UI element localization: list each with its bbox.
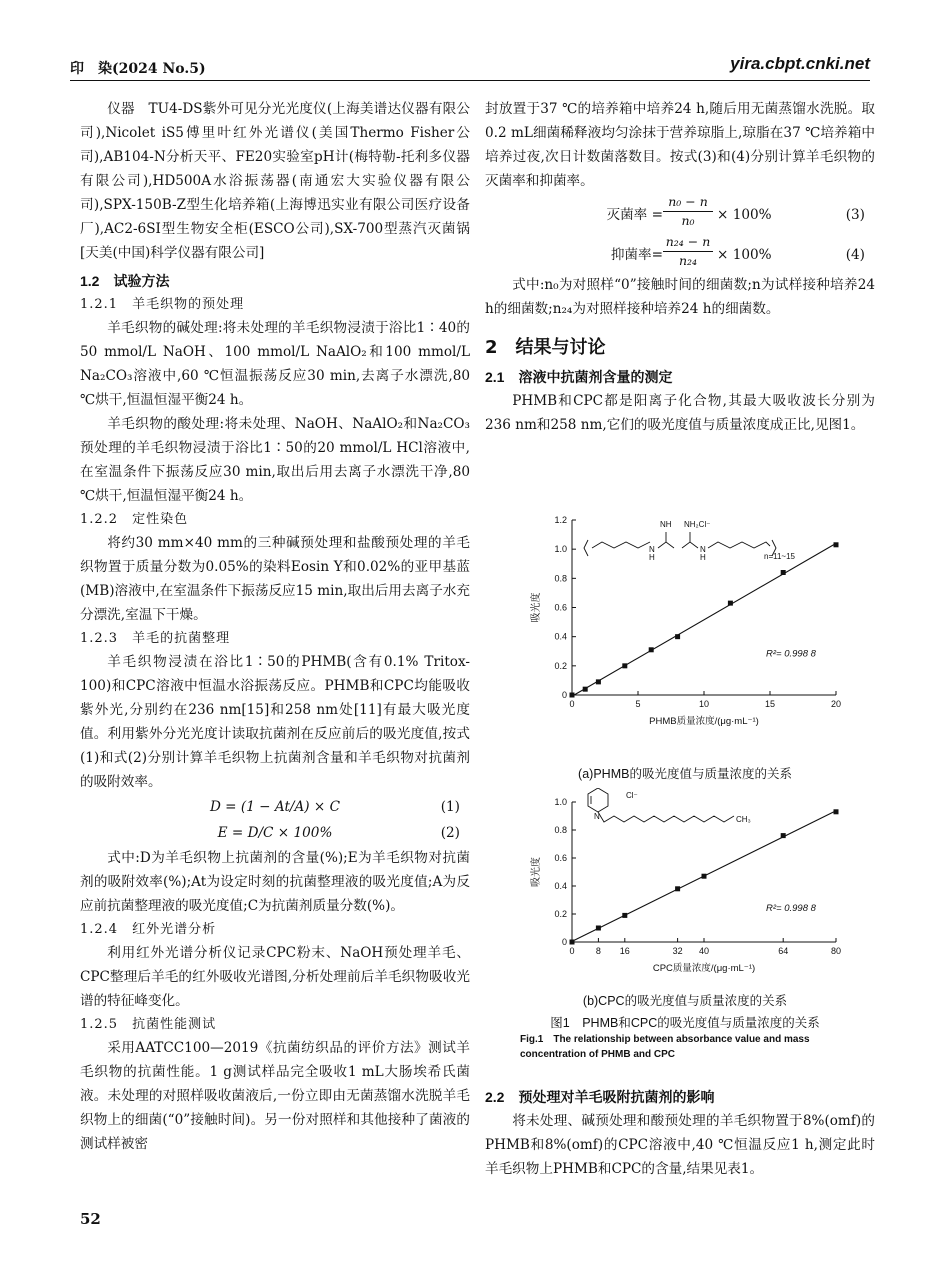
- figure-1a-y-tick-label: 0: [561, 690, 567, 700]
- section-2-1-heading: 2.1 溶液中抗菌剂含量的测定: [485, 369, 673, 385]
- section-1-2-4-heading: 1.2.4 红外光谱分析: [80, 922, 217, 937]
- figure-1a-data-point: [583, 687, 588, 692]
- equation-3-fraction: [663, 193, 713, 230]
- figure-1b-data-point: [570, 940, 575, 945]
- bracket-shape: [584, 540, 776, 556]
- chain-left: [592, 542, 650, 548]
- equation-2-number: (2): [440, 825, 460, 841]
- equation-4-lhs: 抑菌率=: [610, 247, 663, 263]
- figure-1a-x-tick-label: 0: [569, 699, 575, 709]
- figure-1b-x-tick-label: 40: [698, 946, 710, 956]
- figure-1a-data-point: [570, 693, 575, 698]
- right-column-bottom: [485, 1081, 875, 1181]
- figure-1a-data-point: [675, 634, 680, 639]
- figure-1a-y-tick-label: 0.4: [554, 631, 567, 642]
- section-2-2-paragraph: 将未处理、碱预处理和酸预处理的羊毛织物置于8%(omf)的PHMB和8%(omf)的CPC溶液中,40 ℃恒温反应1 h,测定此时羊毛织物上PHMB和CPC的含量,结果见表1。: [485, 1113, 875, 1177]
- journal-site[interactable]: yira.cbpt.cnki.net: [730, 54, 870, 73]
- figure-1a-x-axis-label: PHMB质量浓度/(μg·mL⁻¹): [649, 716, 759, 727]
- figure-1-caption-english: Fig.1 The relationship between absorbance value and mass concentration of PHMB and CPC: [520, 1034, 810, 1060]
- chain-right: [708, 542, 770, 548]
- ir-analysis-paragraph: 利用红外光谱分析仪记录CPC粉末、NaOH预处理羊毛、CPC整理后羊毛的红外吸收光谱图,分析处理前后羊毛织物吸收光谱的特征峰变化。: [80, 945, 470, 1009]
- figure-1b-data-point: [702, 874, 707, 879]
- equation-1-number: (1): [440, 799, 460, 815]
- nh2cl-label: NH₂Cl⁻: [684, 520, 711, 529]
- alkali-treatment-paragraph: 羊毛织物的碱处理:将未处理的羊毛织物浸渍于浴比1∶40的50 mmol/L NaOH、100 mmol/L NaAlO₂和100 mmol/L Na₂CO₃溶液中,60 ℃恒温振荡反应30 min,去离子水漂洗,80 ℃烘干,恒温恒湿平衡24 h。: [80, 320, 470, 408]
- figure-1a-data-point: [622, 663, 627, 668]
- figure-1a-x-tick-label: 20: [830, 699, 842, 709]
- equation-3: [485, 193, 875, 233]
- figure-1b-x-tick-label: 16: [619, 946, 630, 956]
- instruments-paragraph: 仪器 TU4-DS紫外可见分光光度仪(上海美谱达仪器有限公司),Nicolet iS5傅里叶红外光谱仪(美国Thermo Fisher公司),AB104-N分析天平、FE20实验室pH计(梅特勒-托利多仪器有限公司),HD500A水浴振荡器(南通宏大实验仪器有限公司),SPX-150B-Z型生化培养箱(上海博迅实业有限公司医疗设备厂),AC2-6SI型生物安全柜(ESCO公司),SX-700型蒸汽灭菌锅[天美(中国)科学仪器有限公司]: [80, 101, 470, 261]
- phmb-labels: [649, 520, 796, 562]
- antibacterial-test-paragraph: 采用AATCC100—2019《抗菌纺织品的评价方法》测试羊毛织物的抗菌性能。1 g测试样品完全吸收1 mL大肠埃希氏菌液。未处理的对照样吸收菌液后,一份立即由无菌蒸馏水洗脱羊毛织物上的细菌(“0”接触时间)。另一份对照样和其他接种了菌液的测试样被密: [80, 1040, 470, 1152]
- figure-1b-x-tick-label: 80: [830, 946, 842, 956]
- figure-1b-data-point: [622, 913, 627, 918]
- equation-3-denominator: n₀: [681, 213, 695, 228]
- figure-1a-y-tick-label: 1.0: [554, 544, 567, 555]
- figure-1a-y-tick-label: 1.2: [554, 515, 567, 525]
- figure-1a-y-tick-label: 0.2: [554, 660, 567, 671]
- section-2-heading: 2 结果与讨论: [485, 337, 606, 358]
- page-number: 52: [80, 1210, 101, 1228]
- left-column: [80, 97, 470, 1156]
- figure-1b-y-axis-label: 吸光度: [531, 857, 542, 887]
- running-header: [70, 56, 870, 81]
- equation-3-4-definitions: 式中:n₀为对照样“0”接触时间的细菌数;n为试样接种培养24 h的细菌数;n₂₄为对照样接种培养24 h的细菌数。: [485, 277, 875, 317]
- continued-paragraph: 封放置于37 ℃的培养箱中培养24 h,随后用无菌蒸馏水洗脱。取0.2 mL细菌稀释液均匀涂抹于营养琼脂上,琼脂在37 ℃培养箱中培养过夜,次日计数菌落数目。按式(3)和(4)分别计算羊毛织物的灭菌率和抑菌率。: [485, 101, 875, 189]
- biguanide-right: [682, 542, 698, 548]
- figure-1b-y-tick-label: 0.6: [554, 853, 567, 863]
- cpc-labels: [594, 791, 751, 824]
- figure-1b-data-point: [596, 926, 601, 931]
- equation-2: [80, 820, 470, 846]
- figure-1b-y-tick-label: 0.2: [554, 909, 567, 919]
- equation-4-denominator: n₂₄: [678, 253, 698, 268]
- acid-treatment-paragraph: 羊毛织物的酸处理:将未处理、NaOH、NaAlO₂和Na₂CO₃预处理的羊毛织物浸渍于浴比1∶50的20 mmol/L HCl溶液中,在室温条件下振荡反应30 min,取出后用去离子水漂洗干净,80 ℃烘干,恒温恒湿平衡24 h。: [80, 416, 470, 504]
- equation-1: [80, 794, 470, 820]
- figure-1b-r2-label: R²= 0.998 8: [766, 903, 816, 915]
- figure-1a-x-tick-label: 15: [764, 699, 776, 709]
- figure-1b-y-tick-label: 1.0: [554, 797, 567, 807]
- figure-1a-y-tick-label: 0.8: [554, 573, 567, 584]
- equation-4-numerator: n₂₄ − n: [663, 233, 713, 252]
- figure-1b-caption: (b)CPC的吸光度值与质量浓度的关系: [582, 994, 788, 1008]
- figure-1a-data-point: [649, 647, 654, 652]
- figure-1a-y-axis-label: 吸光度: [531, 592, 542, 623]
- section-2-1-paragraph: PHMB和CPC都是阳离子化合物,其最大吸收波长分别为236 nm和258 nm,它们的吸光度值与质量浓度成正比,见图1。: [485, 393, 875, 433]
- figure-1-caption: 图1 PHMB和CPC的吸光度值与质量浓度的关系: [550, 1016, 820, 1030]
- cl-label: Cl⁻: [626, 791, 638, 800]
- equation-1-2-definitions: 式中:D为羊毛织物上抗菌剂的含量(%);E为羊毛织物对抗菌剂的吸附效率(%);At为设定时刻的抗菌整理液的吸光度值;A为反应前抗菌整理液的吸光度值;C为抗菌剂质量分数(%)。: [80, 850, 470, 914]
- figure-1b-data-point: [834, 809, 839, 814]
- equation-3-number: (3): [845, 207, 865, 223]
- section-1-2-2-heading: 1.2.2 定性染色: [80, 512, 189, 527]
- section-1-2-3-heading: 1.2.3 羊毛的抗菌整理: [80, 631, 231, 646]
- phmb-structure: [584, 532, 776, 556]
- figure-1a-data-point: [596, 679, 601, 684]
- figure-1b-y-tick-label: 0.4: [554, 881, 567, 891]
- equation-3-lhs: 灭菌率 =: [606, 207, 663, 223]
- figure-1a-data-point: [781, 570, 786, 575]
- figure-1b-x-axis-label: CPC质量浓度/(μg·mL⁻¹): [652, 963, 756, 974]
- cpc-structure: [588, 788, 734, 822]
- section-1-2-1-heading: 1.2.1 羊毛织物的预处理: [80, 297, 245, 312]
- equation-4: [485, 233, 875, 273]
- figure-1a-data-point: [834, 542, 839, 547]
- ch3-label: CH₃: [736, 815, 751, 824]
- figure-1b-x-tick-label: 64: [778, 946, 789, 956]
- equation-3-rhs: × 100%: [717, 207, 772, 223]
- figure-1b-y-tick-label: 0.8: [554, 825, 567, 835]
- n-label-1: N: [649, 545, 655, 554]
- n-plus-label: N: [594, 812, 600, 821]
- figure-1a-y-tick-label: 0.6: [554, 602, 567, 613]
- equation-2-body: E = D/C × 100%: [217, 825, 333, 841]
- figure-1a-x-tick-label: 5: [635, 699, 641, 709]
- equation-3-numerator: n₀ − n: [663, 193, 713, 212]
- figure-1b-x-tick-label: 8: [595, 946, 601, 956]
- figure-1b-x-tick-label: 32: [672, 946, 683, 956]
- equation-4-number: (4): [845, 247, 865, 263]
- repeat-label: n=11~15: [764, 552, 795, 561]
- figure-1a-r2-label: R²= 0.998 8: [766, 648, 816, 660]
- equation-1-body: D = (1 − At/A) × C: [209, 799, 341, 815]
- figure-1a-x-tick-label: 10: [698, 699, 710, 709]
- nh-label: NH: [660, 520, 672, 529]
- section-1-2-5-heading: 1.2.5 抗菌性能测试: [80, 1017, 217, 1032]
- finishing-paragraph: 羊毛织物浸渍在浴比1∶50的PHMB(含有0.1% Tritox-100)和CPC溶液中恒温水浴振荡反应。PHMB和CPC均能吸收紫外光,分别约在236 nm[15]和258 nm处[11]有最大吸光度值。利用紫外分光光度计读取抗菌剂在反应前后的吸光度值,按式(1)和式(2)分别计算羊毛织物上抗菌剂含量和羊毛织物对抗菌剂的吸附效率。: [80, 654, 470, 790]
- figure-1b-chart: [520, 788, 860, 986]
- alkyl-chain: [598, 812, 734, 822]
- figure-1b-data-point: [675, 886, 680, 891]
- equation-4-rhs: × 100%: [717, 247, 772, 263]
- figure-1b-x-tick-label: 0: [569, 946, 575, 956]
- section-2-2-heading: 2.2 预处理对羊毛吸附抗菌剂的影响: [485, 1089, 715, 1105]
- dyeing-paragraph: 将约30 mm×40 mm的三种碱预处理和盐酸预处理的羊毛织物置于质量分数为0.05%的染料Eosin Y和0.02%的亚甲基蓝(MB)溶液中,在室温条件下振荡反应15 min,取出后用去离子水充分漂洗,室温下干燥。: [80, 535, 470, 623]
- equation-4-fraction: [663, 233, 713, 270]
- figure-1a-fit-line: [572, 543, 836, 696]
- right-column: [485, 97, 875, 437]
- journal-issue: 印 染(2024 No.5): [70, 61, 206, 77]
- section-1-2-heading: 1.2 试验方法: [80, 273, 170, 289]
- figure-1b-y-tick-label: 0: [561, 937, 567, 947]
- figure-1a-caption: (a)PHMB的吸光度值与质量浓度的关系: [578, 767, 792, 781]
- figure-1a-data-point: [728, 601, 733, 606]
- biguanide-left: [658, 542, 674, 548]
- n-label-2: N: [700, 545, 706, 554]
- h-label-2: H: [700, 553, 706, 562]
- figure-1a-chart: [520, 512, 860, 758]
- figure-1b-data-point: [781, 833, 786, 838]
- h-label-1: H: [649, 553, 655, 562]
